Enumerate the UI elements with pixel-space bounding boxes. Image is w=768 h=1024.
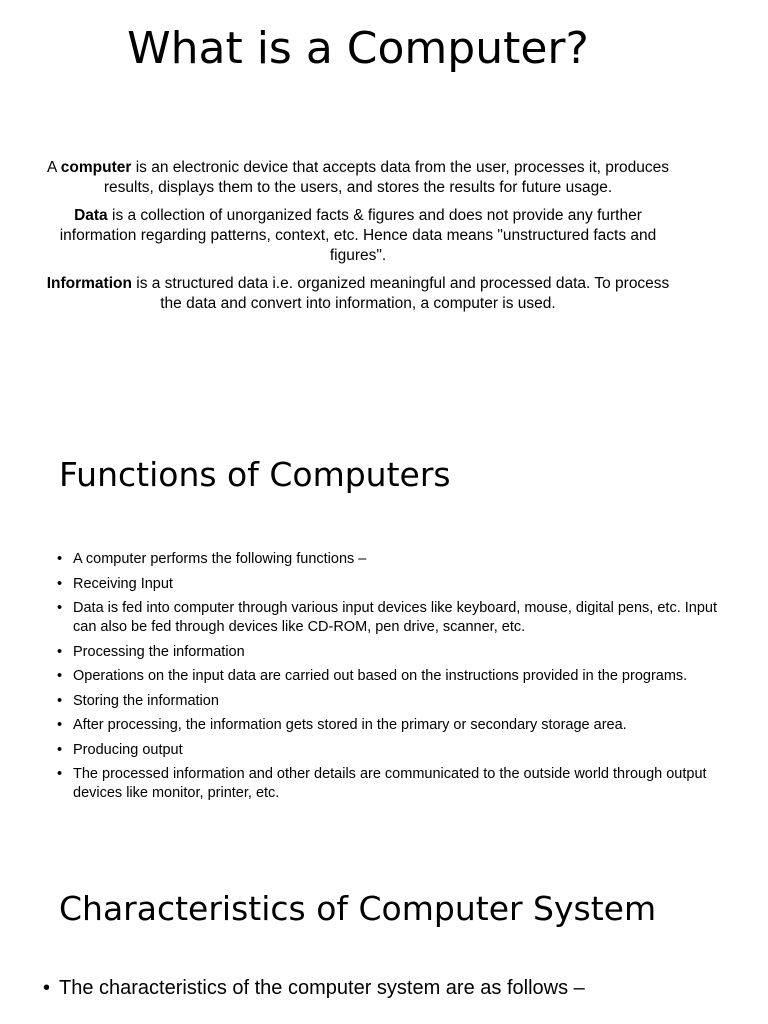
computer-definition-prefix: A <box>46 159 61 176</box>
list-item-text: Receiving Input <box>73 575 173 592</box>
bullet-icon: • <box>43 977 51 999</box>
list-item-text: The processed information and other details are communicated to the outside world through output devices like monitor, printer, etc. <box>73 766 707 801</box>
list-item-text: Producing output <box>73 741 183 758</box>
information-term: Information <box>46 275 132 292</box>
data-definition <box>38 206 678 266</box>
functions-heading: Functions of Computers <box>59 455 451 494</box>
list-item <box>43 976 723 1000</box>
list-item-text: A computer performs the following functions – <box>73 551 367 567</box>
list-item <box>57 643 717 662</box>
computer-definition <box>38 158 678 198</box>
functions-list <box>57 550 717 809</box>
bullet-icon: • <box>57 600 63 616</box>
list-item <box>57 741 717 760</box>
computer-term: computer <box>60 159 132 176</box>
bullet-icon: • <box>57 643 63 660</box>
list-item <box>57 765 717 803</box>
data-term: Data <box>74 207 108 224</box>
list-item-text: Data is fed into computer through various input devices like keyboard, mouse, digital pens, etc. Input can also be fed through devices like CD-ROM, pen drive, scanner, etc. <box>73 600 717 635</box>
bullet-icon: • <box>57 575 63 592</box>
list-item-text: Processing the information <box>73 643 245 660</box>
intro-text <box>38 158 678 322</box>
list-item <box>57 667 717 686</box>
bullet-icon: • <box>57 741 63 758</box>
information-definition <box>38 274 678 314</box>
list-item <box>57 599 717 637</box>
bullet-icon: • <box>57 668 63 684</box>
bullet-icon: • <box>57 717 63 733</box>
bullet-icon: • <box>57 551 63 567</box>
characteristics-heading: Characteristics of Computer System <box>59 889 657 928</box>
list-item <box>57 575 717 594</box>
data-definition-text: is a collection of unorganized facts & figures and does not provide any further information regarding patterns, context, etc. Hence data means "unstructured facts and figures". <box>59 207 657 264</box>
list-item-text: The characteristics of the computer system are as follows – <box>59 977 585 999</box>
list-item <box>57 550 717 569</box>
computer-definition-text: is an electronic device that accepts data from the user, processes it, produces results, displays them to the users, and stores the results for future usage. <box>103 159 670 196</box>
page-title: What is a Computer? <box>127 23 589 74</box>
list-item-text: Operations on the input data are carried out based on the instructions provided in the programs. <box>73 668 688 684</box>
bullet-icon: • <box>57 766 63 782</box>
list-item <box>57 716 717 735</box>
bullet-icon: • <box>57 692 63 709</box>
list-item-text: Storing the information <box>73 692 219 709</box>
list-item-text: After processing, the information gets stored in the primary or secondary storage area. <box>73 717 627 733</box>
characteristics-list <box>43 976 723 1006</box>
list-item <box>57 692 717 711</box>
information-definition-text: is a structured data i.e. organized meaningful and processed data. To process the data and convert into information, a computer is used. <box>131 275 670 312</box>
